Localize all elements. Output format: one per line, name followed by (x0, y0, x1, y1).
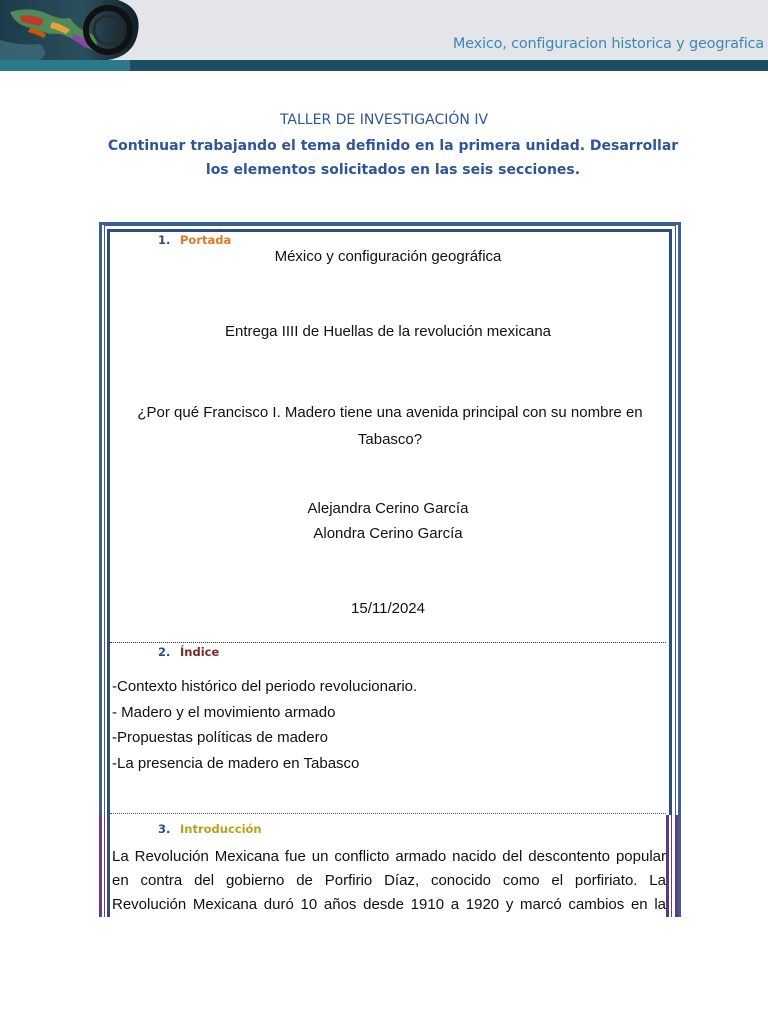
cover-date: 15/11/2024 (351, 600, 425, 617)
introduction-line: en contra del gobierno de Porfirio Díaz, conocido como el porfiriato. La (112, 872, 666, 889)
index-item: -Propuestas políticas de madero (112, 729, 328, 746)
intro-frame-right (666, 815, 678, 917)
header-title: Mexico, configuracion historica y geografica (452, 36, 764, 52)
cover-topic: México y configuración geográfica (274, 248, 502, 265)
section-heading-introduccion (158, 822, 262, 836)
section-heading-portada (158, 233, 231, 247)
section-divider (110, 813, 666, 814)
section-heading-indice (158, 645, 219, 659)
section-number: 1. (158, 233, 171, 247)
index-item: -Contexto histórico del periodo revolucionario. (112, 678, 418, 695)
section-number: 3. (158, 822, 171, 836)
index-item: - Madero y el movimiento armado (112, 704, 336, 721)
section-label: Portada (180, 233, 232, 247)
document-title: TALLER DE INVESTIGACIÓN IV (279, 112, 489, 128)
intro-frame-left (99, 815, 108, 917)
introduction-paragraph (112, 845, 666, 917)
introduction-line: La Revolución Mexicana fue un conflicto armado nacido del descontento popular (112, 848, 666, 865)
section-label: Índice (180, 645, 220, 659)
cover-question: ¿Por qué Francisco I. Madero tiene una avenida principal con su nombre en Tabasco? (137, 404, 643, 448)
page-bottom-blank (0, 917, 768, 1024)
index-item: -La presencia de madero en Tabasco (112, 755, 360, 772)
cover-author-1: Alejandra Cerino García (307, 500, 469, 517)
cover-delivery: Entrega IIII de Huellas de la revolución mexicana (224, 323, 551, 340)
document-subtitle: Continuar trabajando el tema definido en la primera unidad. Desarrollar los elementos solicitados en las seis secciones. (107, 138, 679, 178)
section-number: 2. (158, 645, 171, 659)
cover-author-2: Alondra Cerino García (313, 525, 463, 542)
mexico-map-logo-icon (0, 0, 140, 62)
introduction-line: Revolución Mexicana duró 10 años desde 1910 a 1920 y marcó cambios en la (112, 896, 666, 913)
header-rule (0, 60, 768, 71)
section-label: Introducción (180, 822, 262, 836)
section-divider (110, 642, 666, 643)
